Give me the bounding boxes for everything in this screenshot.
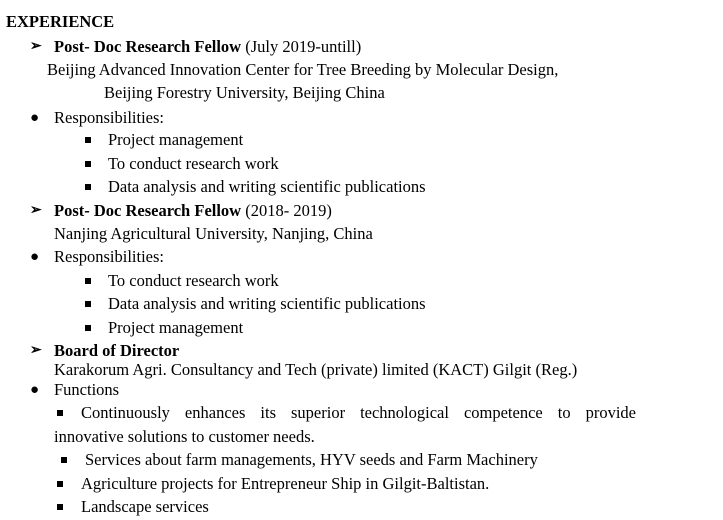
list-item: Services about farm managements, HYV seeds and Farm Machinery: [85, 450, 538, 469]
organization: Karakorum Agri. Consultancy and Tech (private) limited (KACT) Gilgit (Reg.): [54, 360, 578, 379]
list-item: Project management: [108, 130, 244, 149]
square-bullet-icon: [85, 278, 91, 284]
square-bullet-icon: [85, 161, 91, 167]
position-title: Post- Doc Research Fellow: [54, 37, 242, 56]
list-item: To conduct research work: [108, 271, 279, 290]
position-title: Board of Director: [54, 341, 180, 360]
list-item: Landscape services: [81, 497, 209, 516]
position-period: (2018- 2019): [245, 201, 332, 220]
position-title: Post- Doc Research Fellow: [54, 201, 242, 220]
arrow-bullet-icon: ➢: [30, 343, 42, 358]
list-item: Project management: [108, 318, 244, 337]
square-bullet-icon: [57, 504, 63, 510]
list-item: Agriculture projects for Entrepreneur Ship in Gilgit-Baltistan.: [81, 474, 490, 493]
square-bullet-icon: [85, 137, 91, 143]
list-label: Responsibilities:: [54, 108, 165, 127]
square-bullet-icon: [85, 184, 91, 190]
square-bullet-icon: [57, 481, 63, 487]
organization: Beijing Advanced Innovation Center for Tree Breeding by Molecular Design,: [47, 60, 559, 79]
square-bullet-icon: [85, 301, 91, 307]
list-label: Functions: [54, 380, 120, 399]
round-bullet-icon: ●: [30, 110, 40, 126]
organization: Nanjing Agricultural University, Nanjing, China: [54, 224, 373, 243]
arrow-bullet-icon: ➢: [30, 203, 42, 218]
list-item: Data analysis and writing scientific publications: [108, 177, 426, 196]
list-item: Continuously enhances its superior technological competence to provide: [81, 403, 636, 422]
round-bullet-icon: ●: [30, 382, 40, 398]
arrow-bullet-icon: ➢: [30, 39, 42, 54]
round-bullet-icon: ●: [30, 249, 40, 265]
list-item: To conduct research work: [108, 154, 279, 173]
list-item: Data analysis and writing scientific publications: [108, 294, 426, 313]
section-title: EXPERIENCE: [6, 12, 115, 31]
square-bullet-icon: [57, 410, 63, 416]
square-bullet-icon: [61, 457, 67, 463]
list-label: Responsibilities:: [54, 247, 165, 266]
organization-line-2: Beijing Forestry University, Beijing China: [104, 83, 385, 102]
list-item-continuation: innovative solutions to customer needs.: [54, 427, 315, 446]
position-period: (July 2019-untill): [245, 37, 362, 56]
square-bullet-icon: [85, 325, 91, 331]
